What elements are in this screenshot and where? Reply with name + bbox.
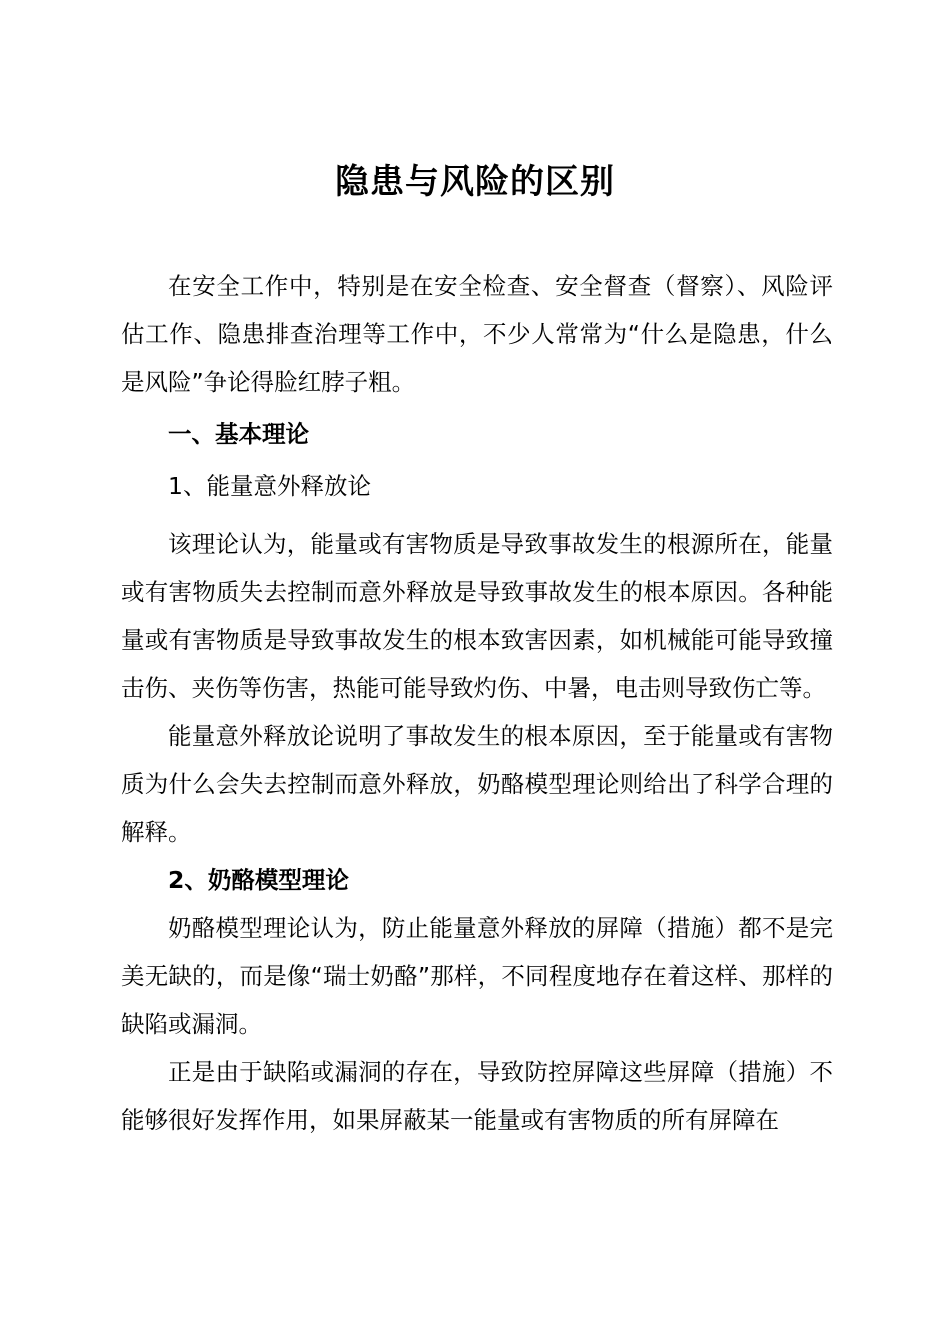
subsection-heading-cheese-model: 2、奶酪模型理论 <box>168 866 349 894</box>
subsection-heading-energy-release: 1、能量意外释放论 <box>168 472 371 500</box>
intro-paragraph: 在安全工作中，特别是在安全检查、安全督查（督察）、风险评估工作、隐患排查治理等工作中，不少人常常为“什么是隐患，什么是风险”争论得脸红脖子粗。 <box>121 272 833 396</box>
document-body <box>121 262 833 1144</box>
section-heading-basic-theory: 一、基本理论 <box>168 420 309 448</box>
energy-release-paragraph-1: 该理论认为，能量或有害物质是导致事故发生的根源所在，能量或有害物质失去控制而意外释放是导致事故发生的根本原因。各种能量或有害物质是导致事故发生的根本致害因素，如机械能可能导致撞击伤、夹伤等伤害，热能可能导致灼伤、中暑，电击则导致伤亡等。 <box>121 530 833 702</box>
document-title: 隐患与风险的区别 <box>335 162 615 202</box>
cheese-model-paragraph-2: 正是由于缺陷或漏洞的存在，导致防控屏障这些屏障（措施）不能够很好发挥作用，如果屏蔽某一能量或有害物质的所有屏障在 <box>121 1058 833 1134</box>
cheese-model-paragraph-1: 奶酪模型理论认为，防止能量意外释放的屏障（措施）都不是完美无缺的，而是像“瑞士奶酪”那样，不同程度地存在着这样、那样的缺陷或漏洞。 <box>121 914 833 1038</box>
energy-release-paragraph-2: 能量意外释放论说明了事故发生的根本原因，至于能量或有害物质为什么会失去控制而意外释放，奶酪模型理论则给出了科学合理的解释。 <box>121 722 833 846</box>
